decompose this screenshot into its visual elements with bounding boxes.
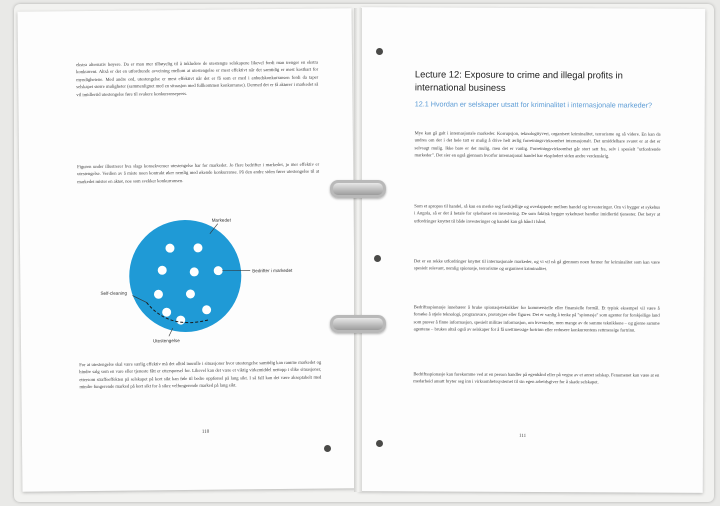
- right-paragraph-1: Mye kan gå galt i internasjonale markeder. Korrupsjon, teknologityveri, organisert kriminalitet, terrorisme og så videre. En kan da undres om det i det hele tatt er mulig å drive helt ærlig forretningsvirksomhet internasjonalt. Det umiddelbare svaret er at det er selvsagt mulig. Ikke bare er det mulig, men det er vanlig. Forretningsvirksomhet går stort sett fra, selv i spesielt "utfordrende markeder". Det sier en også gjennom hvorfor internasjonal handel har eksplodert siden andre verdenskrig.: [414, 130, 661, 159]
- punch-hole: [376, 48, 383, 55]
- left-page: [17, 8, 356, 491]
- label-self-cleaning: Self-cleaning: [100, 290, 128, 296]
- market-diagram: [80, 209, 331, 352]
- left-paragraph-2: Figuren under illustrerer hva slags konsekvenser utestengelse har for markedet. Jo flere bedrifter i markedet, jo mer effektiv er utestengelse. Verdien av å miste noen kontrakt øker nemlig med økende konkurranse. På den andre siden fører utestengelse til at markedet mister en aktør, noe som svekker konkurransen.: [77, 161, 320, 184]
- right-paragraph-3: Det er en rekke utfordringer knyttet til internasjonale markeder, og vi vil nå gå gjennom noen former for kriminalitet som kan være spesielt relevant, nemlig spionasje, terrorisme og organisert kriminalitet.: [413, 258, 660, 272]
- section-title: 12.1 Hvordan er selskaper utsatt for kriminalitet i internasjonale markeder?: [414, 99, 653, 110]
- left-paragraph-1: ekstra alternativ høyere. Da er man mer tilbøyelig til å inkludere de utestengte selskapene likevel fordi man trenger en ekstra konkurrent. Altså er det en utfordrende avveining mellom at utestengelse er mest effektivt når det samtidig er mest kostbart for myndighetene. Med andre ord, utestengelse er mest effektivt når det er få som er med i anbudskonkurransen fordi da taper selskapet større muligheter (sammenlignet med en situasjon med fullkommen konkurranse). Dermed det er få aktører i markedet så vil imidlertid utestengelse føre til svakere konkurransepress.: [76, 59, 319, 97]
- right-paragraph-5: Bedriftsspionasje kan forekomme ved at en person handler på egenhånd eller på vegne av et annet selskap. Fenomenet kan være at en medarbeid ansatt bryter seg inn i virksomhetssystemet til sin egen arbeidsgiver for å skade selskapet.: [413, 371, 660, 385]
- binding-gutter: [354, 8, 362, 492]
- binder-ring-bottom: [330, 315, 386, 333]
- left-paragraph-3: For at utestengelse skal være særlig effektiv må det alltid innrulle i situasjoner hvor utestengelse samtidig kan ramme markedet og hindre salg som en vare eller tjeneste fått er etterspørsel for. Likevel kan det være et viktig virkemiddel nettopp i slike situasjoner, ettersom straffeeffekten på selskapet på kort sikt kan føle til bedre oppførsel på lang sikt. I så fall kan det være akseptabelt med mindre fungerende marked på kort sikt for å sikre velfungerende marked på lang sikt.: [79, 359, 322, 390]
- label-firms: Bedrifter i markedet: [252, 267, 293, 274]
- binder-ring-top: [330, 180, 386, 198]
- right-paragraph-2: Som et apropos til handel, så kan en merke seg forskjellige og overlappede mellom handel og investeringer. Om vi bygger et sykehus i Angola, så er det å betale for sykehuset en investering. De som faktisk bygger sykehuset handler imidlertid tjenester. Det betyr at utfordringer knyttet til både investeringer og handel kan gå hånd i hånd.: [414, 203, 661, 224]
- left-page-number: 110: [201, 429, 210, 435]
- label-market: Markedet: [211, 217, 231, 223]
- right-paragraph-4: Bedriftsspionasje innebærer å bruke spionasjeteknikker for kommersielle eller finansielle formål. Et typisk eksempel vil være å forsøke å stjele teknologi, programvare, prototyper eller figurer. Det er vanlig å tenke på "spionasje" som agenter for forskjellige land som prøver å finne informasjon, spesielt militær informasjon, om hverandre, men mange av de samme teknikkene – og gjerne samme agentene – brukes altså også av selskaper for å få urettmessige fortrinn eller redusere konkurrentens rettmessige fortrinn.: [413, 304, 660, 333]
- lecture-title: Lecture 12: Exposure to crime and illegal profits in international business: [414, 68, 623, 93]
- punch-hole: [324, 445, 331, 452]
- punch-hole: [376, 440, 383, 447]
- punch-hole: [374, 255, 381, 262]
- market-circle: [129, 219, 242, 332]
- label-exclusion: Utestengelse: [152, 338, 180, 344]
- right-page-number: 111: [519, 433, 527, 439]
- right-page: [359, 7, 706, 493]
